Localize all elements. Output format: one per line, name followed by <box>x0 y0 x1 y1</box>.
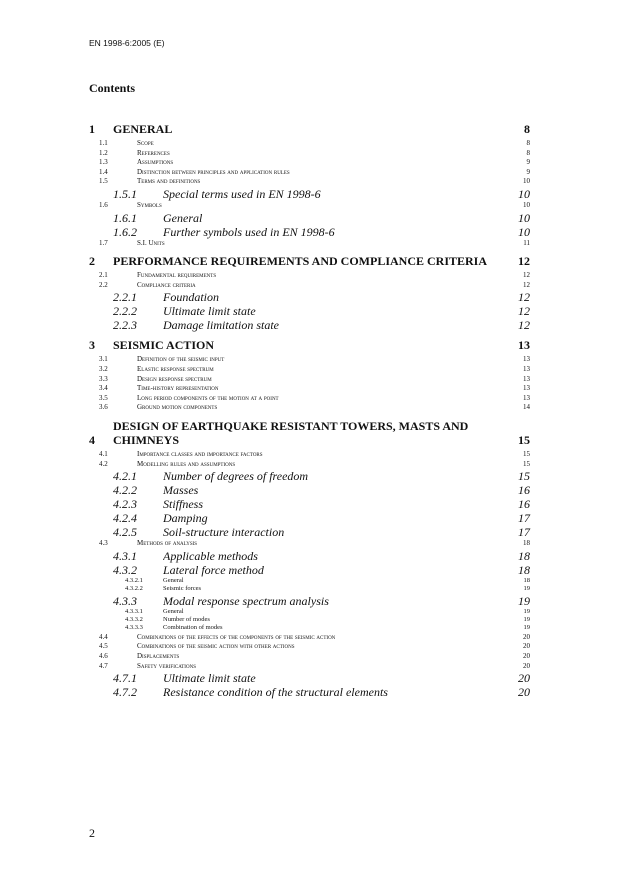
toc-entry-page: 13 <box>523 364 530 373</box>
toc-entry-title: Long period components of the motion at a point <box>137 393 279 402</box>
toc-entry-page: 20 <box>523 651 530 660</box>
toc-entry-page: 9 <box>526 167 530 176</box>
toc-entry-title: General <box>163 607 184 615</box>
toc-entry-title: Definition of the seismic input <box>137 355 225 364</box>
toc-entry-page: 13 <box>523 374 530 383</box>
toc-entry-number: 4.4 <box>99 632 108 641</box>
toc-entry-number: 3.5 <box>99 393 108 402</box>
toc-entry-title: Masses <box>163 483 199 498</box>
toc-entry-number: 4.2.5 <box>113 525 137 540</box>
toc-entry-4-3-2-2[interactable] <box>89 585 530 593</box>
toc-entry-page: 13 <box>518 338 530 353</box>
toc-entry-title: Modal response spectrum analysis <box>163 593 329 608</box>
toc-entry-3-6[interactable] <box>89 403 530 413</box>
table-of-contents <box>89 120 530 699</box>
toc-entry-1-5[interactable] <box>89 177 530 187</box>
toc-entry-3-4[interactable] <box>89 384 530 394</box>
toc-entry-number: 4.2.4 <box>113 511 137 526</box>
toc-entry-4-7-1[interactable] <box>89 671 530 685</box>
toc-entry-page: 10 <box>523 177 530 186</box>
toc-entry-title: Stiffness <box>163 497 204 512</box>
toc-entry-number: 4.1 <box>99 449 108 458</box>
toc-entry-page: 12 <box>523 271 530 280</box>
toc-entry-title: Number of modes <box>163 615 210 623</box>
toc-entry-page: 19 <box>523 615 530 623</box>
document-id-header: EN 1998-6:2005 (E) <box>89 38 165 48</box>
toc-entry-title: Ultimate limit state <box>163 671 256 686</box>
toc-entry-number: 1.5.1 <box>113 186 137 201</box>
toc-entry-page: 8 <box>524 122 530 136</box>
toc-entry-1-6-1[interactable] <box>89 211 530 225</box>
toc-entry-number: 3.6 <box>99 403 108 412</box>
toc-entry-title: Resistance condition of the structural elements <box>163 685 388 700</box>
toc-entry-page: 15 <box>518 432 530 447</box>
toc-entry-3-2[interactable] <box>89 365 530 375</box>
page-number: 2 <box>89 826 95 840</box>
toc-entry-page: 10 <box>523 200 530 209</box>
toc-entry-4-2-5[interactable] <box>89 525 530 539</box>
toc-entry-number: 1.1 <box>99 139 108 147</box>
toc-entry-title: Assumptions <box>137 158 174 167</box>
toc-entry-number: 4.3.3.1 <box>125 607 143 615</box>
toc-entry-title: Lateral force method <box>163 562 264 577</box>
toc-entry-title: Damage limitation state <box>163 318 279 333</box>
toc-entry-page: 18 <box>523 539 530 548</box>
toc-entry-page: 20 <box>523 642 530 651</box>
toc-entry-number: 4.7.1 <box>113 671 137 686</box>
toc-entry-page: 18 <box>518 548 530 563</box>
toc-entry-page: 10 <box>518 224 530 239</box>
toc-entry-page: 13 <box>523 384 530 393</box>
toc-entry-title: Time-history representation <box>137 384 219 393</box>
toc-entry-title: Displacements <box>137 651 180 660</box>
toc-entry-number: 2.2.1 <box>113 290 137 305</box>
toc-entry-page: 20 <box>523 661 530 670</box>
toc-entry-1-1[interactable] <box>89 139 530 149</box>
toc-entry-3-5[interactable] <box>89 394 530 404</box>
toc-entry-page: 15 <box>523 449 530 458</box>
toc-entry-title: Applicable methods <box>163 548 258 563</box>
toc-entry-title: Modelling rules and assumptions <box>137 459 236 468</box>
toc-entry-number: 3 <box>89 338 95 353</box>
toc-entry-4-2[interactable] <box>89 460 530 470</box>
toc-entry-number: 1.2 <box>99 148 108 157</box>
toc-entry-4-3-2[interactable] <box>89 563 530 577</box>
toc-entry-page: 12 <box>518 254 530 269</box>
toc-entry-title: Symbols <box>137 200 162 209</box>
toc-entry-title: Safety verifications <box>137 661 196 670</box>
toc-entry-4-4[interactable] <box>89 633 530 643</box>
toc-entry-number: 4.2.2 <box>113 483 137 498</box>
toc-entry-title: PERFORMANCE REQUIREMENTS AND COMPLIANCE CRITERIA <box>113 254 488 269</box>
toc-entry-number: 4.5 <box>99 642 108 651</box>
toc-entry-number: 4.2.1 <box>113 469 137 484</box>
toc-entry-3-1[interactable] <box>89 355 530 365</box>
toc-entry-2-1[interactable] <box>89 271 530 281</box>
toc-entry-title: Combinations of the seismic action with other actions <box>137 642 295 651</box>
toc-entry-title: Compliance criteria <box>137 280 196 289</box>
toc-entry-title: Soil-structure interaction <box>163 525 285 540</box>
toc-entry-title: Combinations of the effects of the components of the seismic action <box>137 632 336 641</box>
toc-entry-title: Number of degrees of freedom <box>163 469 309 484</box>
toc-entry-page: 10 <box>518 210 530 225</box>
toc-entry-page: 16 <box>518 483 530 498</box>
toc-entry-page: 10 <box>518 186 530 201</box>
contents-title: Contents <box>89 81 136 95</box>
toc-entry-number: 4 <box>89 432 95 447</box>
toc-entry-4-1[interactable] <box>89 450 530 460</box>
toc-entry-title: General <box>163 210 203 225</box>
toc-entry-page: 12 <box>518 290 530 305</box>
toc-entry-title: GENERAL <box>113 122 173 136</box>
toc-entry-number: 4.2 <box>99 459 108 468</box>
toc-entry-2-2-1[interactable] <box>89 290 530 304</box>
toc-entry-title: General <box>163 576 184 584</box>
toc-entry-number: 2.2 <box>99 280 108 289</box>
toc-entry-number: 4.3.2 <box>113 562 137 577</box>
toc-entry-title: Special terms used in EN 1998-6 <box>163 186 321 201</box>
toc-entry-4-6[interactable] <box>89 652 530 662</box>
toc-entry-number: 4.3.2.1 <box>125 576 143 584</box>
toc-entry-number: 3.3 <box>99 374 108 383</box>
toc-entry-2-2-3[interactable] <box>89 318 530 332</box>
toc-entry-page: 19 <box>523 585 530 593</box>
toc-entry-number: 1.4 <box>99 167 108 176</box>
toc-entry-number: 4.3.1 <box>113 548 137 563</box>
toc-entry-title: Methods of analysis <box>137 539 198 548</box>
toc-entry-number: 1.6.1 <box>113 210 137 225</box>
toc-entry-page: 12 <box>523 280 530 289</box>
toc-entry-page: 13 <box>523 355 530 364</box>
toc-entry-number: 2.2.2 <box>113 304 137 319</box>
toc-entry-title: Design response spectrum <box>137 374 212 383</box>
toc-entry-page: 16 <box>518 497 530 512</box>
toc-entry-number: 2 <box>89 254 95 269</box>
toc-entry-4-3-3-2[interactable] <box>89 616 530 624</box>
toc-entry-number: 4.7.2 <box>113 685 137 700</box>
toc-entry-number: 1 <box>89 122 95 136</box>
toc-entry-number: 1.5 <box>99 177 108 186</box>
toc-entry-page: 17 <box>518 525 530 540</box>
toc-entry-4-3-2-1[interactable] <box>89 577 530 585</box>
toc-entry-page: 9 <box>526 158 530 167</box>
toc-entry-number: 4.7 <box>99 661 108 670</box>
toc-entry-4-3-1[interactable] <box>89 549 530 563</box>
toc-entry-2-2-2[interactable] <box>89 304 530 318</box>
toc-entry-4-3-3-3[interactable] <box>89 624 530 632</box>
toc-entry-number: 1.6 <box>99 200 108 209</box>
toc-entry-1-5-1[interactable] <box>89 187 530 201</box>
toc-entry-title: Damping <box>163 511 208 526</box>
toc-entry-1-2[interactable] <box>89 149 530 159</box>
toc-entry-4-2-3[interactable] <box>89 497 530 511</box>
toc-entry-number: 4.3 <box>99 539 108 548</box>
toc-entry-title: Elastic response spectrum <box>137 364 214 373</box>
toc-entry-number: 3.1 <box>99 355 108 364</box>
toc-entry-title: Combination of modes <box>163 624 223 632</box>
toc-entry-4-5[interactable] <box>89 642 530 652</box>
toc-entry-4-3-3-1[interactable] <box>89 608 530 616</box>
toc-entry-page: 17 <box>518 511 530 526</box>
toc-entry-1-4[interactable] <box>89 168 530 178</box>
toc-entry-4-7-2[interactable] <box>89 685 530 699</box>
toc-entry-page: 18 <box>518 562 530 577</box>
toc-entry-number: 2.2.3 <box>113 318 137 333</box>
toc-entry-4-2-4[interactable] <box>89 511 530 525</box>
toc-entry-title: Seismic forces <box>163 585 202 593</box>
toc-entry-page: 20 <box>518 671 530 686</box>
toc-entry-1-7[interactable] <box>89 239 530 249</box>
toc-entry-3-3[interactable] <box>89 375 530 385</box>
toc-entry-number: 3.4 <box>99 384 108 393</box>
toc-entry-title: DESIGN OF EARTHQUAKE RESISTANT TOWERS, MASTS AND CHIMNEYS <box>113 418 469 447</box>
toc-entry-title: SEISMIC ACTION <box>113 338 215 353</box>
toc-entry-4-2-2[interactable] <box>89 483 530 497</box>
toc-entry-number: 4.2.3 <box>113 497 137 512</box>
toc-entry-title: Terms and definitions <box>137 177 201 186</box>
toc-entry-title: References <box>137 148 170 157</box>
toc-entry-page: 15 <box>523 459 530 468</box>
toc-entry-page: 12 <box>518 318 530 333</box>
toc-entry-4[interactable] <box>89 419 530 447</box>
toc-entry-title: Distinction between principles and application rules <box>137 167 290 176</box>
toc-entry-title: Importance classes and importance factors <box>137 449 263 458</box>
toc-entry-page: 20 <box>523 632 530 641</box>
toc-entry-title: Further symbols used in EN 1998-6 <box>163 224 335 239</box>
toc-entry-title: Ultimate limit state <box>163 304 256 319</box>
toc-entry-number: 1.3 <box>99 158 108 167</box>
toc-entry-page: 8 <box>526 148 530 157</box>
toc-entry-4-7[interactable] <box>89 662 530 672</box>
toc-entry-number: 4.3.3.2 <box>125 615 143 623</box>
toc-entry-page: 13 <box>523 393 530 402</box>
toc-entry-number: 4.3.2.2 <box>125 585 143 593</box>
toc-entry-page: 19 <box>518 593 530 608</box>
toc-entry-page: 14 <box>523 403 530 412</box>
toc-entry-2-2[interactable] <box>89 281 530 291</box>
toc-entry-4-3[interactable] <box>89 539 530 549</box>
toc-entry-number: 1.6.2 <box>113 224 137 239</box>
toc-entry-1-3[interactable] <box>89 158 530 168</box>
toc-entry-number: 4.6 <box>99 651 108 660</box>
toc-entry-number: 2.1 <box>99 271 108 280</box>
toc-entry-title: Ground motion components <box>137 403 218 412</box>
toc-entry-page: 18 <box>523 576 530 584</box>
toc-entry-3[interactable] <box>89 338 530 352</box>
toc-entry-number: 1.7 <box>99 238 108 247</box>
toc-entry-1[interactable] <box>89 122 530 136</box>
toc-entry-number: 3.2 <box>99 364 108 373</box>
toc-entry-2[interactable] <box>89 254 530 268</box>
toc-entry-4-3-3[interactable] <box>89 594 530 608</box>
toc-entry-page: 19 <box>523 607 530 615</box>
toc-entry-title: Scope <box>137 139 154 147</box>
toc-entry-page: 19 <box>523 624 530 632</box>
toc-entry-number: 4.3.3.3 <box>125 624 143 632</box>
toc-entry-1-6-2[interactable] <box>89 225 530 239</box>
toc-entry-title: Foundation <box>163 290 219 305</box>
toc-entry-page: 11 <box>523 238 530 247</box>
toc-entry-title: S.I. Units <box>137 238 165 247</box>
toc-entry-title: Fundamental requirements <box>137 271 217 280</box>
toc-entry-number: 4.3.3 <box>113 593 137 608</box>
toc-entry-page: 8 <box>526 139 530 147</box>
toc-entry-page: 20 <box>518 685 530 700</box>
toc-entry-4-2-1[interactable] <box>89 469 530 483</box>
toc-entry-page: 12 <box>518 304 530 319</box>
toc-entry-page: 15 <box>518 469 530 484</box>
toc-entry-1-6[interactable] <box>89 201 530 211</box>
